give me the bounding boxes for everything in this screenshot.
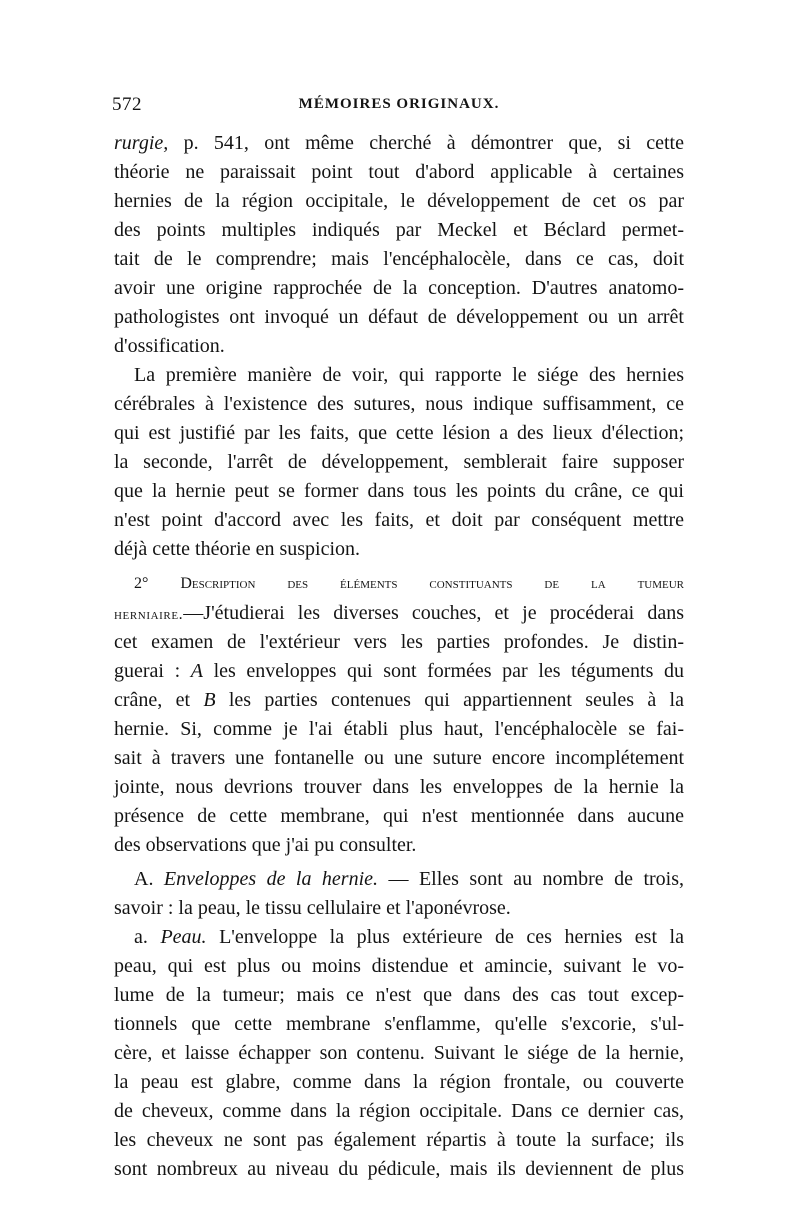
text-line [114, 128, 684, 158]
text-span: guerai : [114, 660, 191, 682]
text-span: — Elles sont au nombre de trois, [378, 868, 685, 890]
text-line [114, 598, 684, 628]
subsection-title: Peau. [160, 926, 207, 948]
section-heading [134, 569, 684, 599]
italic-letter: B [203, 689, 216, 711]
subsection-heading [134, 864, 684, 894]
text-line: de cheveux, comme dans la région occipitale. Dans ce dernier cas, [114, 1100, 684, 1122]
text-line: lume de la tumeur; mais ce n'est que dans des cas tout excep- [114, 984, 684, 1006]
text-line: sait à travers une fontanelle ou une suture encore incomplétement [114, 747, 684, 769]
subsection-heading [134, 922, 684, 952]
section-number: 2° [134, 575, 149, 592]
text-line: tionnels que cette membrane s'enflamme, qu'elle s'excorie, s'ul- [114, 1013, 684, 1035]
text-span: les parties contenues qui appartiennent seules à la [215, 689, 684, 711]
text-line: tait de le comprendre; mais l'encéphalocèle, dans ce cas, doit [114, 248, 684, 270]
text-line: La première manière de voir, qui rapporte le siége des hernies [134, 364, 684, 386]
text-span: —J'étudierai les diverses couches, et je procéderai dans [183, 602, 684, 624]
text-line: que la hernie peut se former dans tous les points du crâne, ce qui [114, 480, 684, 502]
text-line: les cheveux ne sont pas également répartis à toute la surface; ils [114, 1129, 684, 1151]
text-line: avoir une origine rapprochée de la conception. D'autres anatomo- [114, 277, 684, 299]
text-span: L'enveloppe la plus extérieure de ces hernies est la [206, 926, 684, 948]
text-line: sont nombreux au niveau du pédicule, mais ils deviennent de plus [114, 1158, 684, 1180]
text-line: la peau est glabre, comme dans la région frontale, ou couverte [114, 1071, 684, 1093]
text-line [114, 685, 684, 715]
page-number: 572 [112, 94, 142, 115]
text-line: peau, qui est plus ou moins distendue et amincie, suivant le vo- [114, 955, 684, 977]
text-line: jointe, nous devrions trouver dans les enveloppes de la hernie la [114, 776, 684, 798]
text-line: savoir : la peau, le tissu cellulaire et l'aponévrose. [114, 897, 511, 919]
text-span: les enveloppes qui sont formées par les téguments du [202, 660, 684, 682]
text-line: la seconde, l'arrêt de développement, semblerait faire supposer [114, 451, 684, 473]
section-heading-end: herniaire. [114, 606, 184, 623]
text-line: des observations que j'ai pu consulter. [114, 834, 417, 856]
text-line: cérébrales à l'existence des sutures, nous indique suffisamment, ce [114, 393, 684, 415]
section-heading-title: Description des éléments constituants de la tumeur [180, 575, 685, 592]
text-line: théorie ne paraissait point tout d'abord applicable à certaines [114, 161, 684, 183]
text-line: hernies de la région occipitale, le développement de cet os par [114, 190, 684, 212]
text-line: d'ossification. [114, 335, 225, 357]
text-line: des points multiples indiqués par Meckel et Béclard permet- [114, 219, 684, 241]
subsection-title: Enveloppes de la hernie. [163, 868, 379, 890]
text-line: cet examen de l'extérieur vers les parties profondes. Je distin- [114, 631, 684, 653]
subsection-label: a. [134, 926, 148, 948]
text-line: pathologistes ont invoqué un défaut de développement ou un arrêt [114, 306, 684, 328]
subsection-label: A. [134, 868, 154, 890]
page-header [112, 92, 686, 122]
text-line: cère, et laisse échapper son contenu. Suivant le siége de la hernie, [114, 1042, 684, 1064]
text-span: p. 541, ont même cherché à démontrer que, si cette [168, 132, 684, 154]
text-line: qui est justifié par les faits, que cette lésion a des lieux d'élection; [114, 422, 684, 444]
text-line: hernie. Si, comme je l'ai établi plus haut, l'encéphalocèle se fai- [114, 718, 684, 740]
italic-word: rurgie, [114, 132, 169, 154]
italic-letter: A [190, 660, 203, 682]
running-head: MÉMOIRES ORIGINAUX. [298, 96, 500, 112]
text-line: présence de cette membrane, qui n'est mentionnée dans aucune [114, 805, 684, 827]
text-line: déjà cette théorie en suspicion. [114, 538, 361, 560]
text-line: n'est point d'accord avec les faits, et doit par conséquent mettre [114, 509, 684, 531]
text-line [114, 656, 684, 686]
text-span: crâne, et [114, 689, 204, 711]
